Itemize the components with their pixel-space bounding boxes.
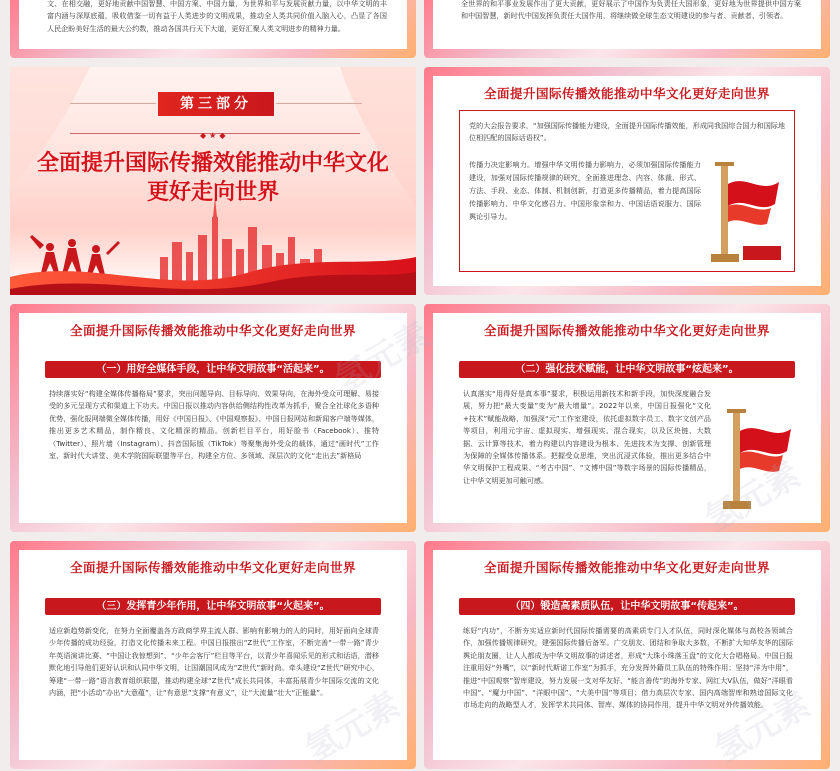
tag-left-rule — [70, 103, 156, 104]
slide-4-title: 全面提升国际传播效能推动中华文化更好走向世界 — [483, 86, 770, 101]
tag-right-rule — [276, 103, 362, 104]
slide-4-para-1: 党的大会报告要求，“加强国际传播能力建设，全面提升国际传播效能，形成同我国综合国力和国际地位相匹配的国际话语权”。 — [469, 121, 785, 143]
slide-5-body: 持续落实好“构建全媒体传播格局”要求，突出问题导向、目标导向、效果导向，在海外受众可理解、易接受的多元呈现方式和渠道上下功夫。中国日报以推动内容供给侧结构性改革为抓手，聚合全社球化多语种优势，强化报网端微全媒体传播，用好《中国日报》、《中国观察报》、中国日报网站和新闻客户端等媒体，推出更多艺术精品，制作精良、文化精深的精品。创新栏目平台，用好脸书（Facebook）、推特（Twitter）、照片墙（Instagram）、抖音国际版（TikTok）等聚集海外受众的载体，通过“画时代”工作室、新时代大讲堂、美术学院国际联盟等平台，构建全方位、多领域、深层次的文化“走出去”新格局 — [49, 389, 379, 461]
star-ornament-icon: ◆★◆ — [200, 131, 229, 140]
slide-7-subtitle: （三）发挥青少年作用，让中华文明故事“火起来”。 — [45, 598, 381, 615]
slide-6-subtitle: （二）强化技术赋能，让中华文明故事“炫起来”。 — [459, 361, 795, 378]
slide-5-subtitle: （一）用好全媒体手段，让中华文明故事“活起来”。 — [45, 361, 381, 378]
slide-2-body: 全世界的和平事业发展作出了更大贡献，更好展示了中国作为负责任大国形象，更好地为世界提供中国方案和中国智慧，新时代中国发挥负责任大国作用，将继续做全球生态文明建设的参与者、贡献者、引领者。 — [461, 0, 801, 21]
slide-4[interactable] — [424, 67, 830, 295]
slide-6-title: 全面提升国际传播效能推动中华文化更好走向世界 — [483, 323, 770, 338]
slide-7-title: 全面提升国际传播效能推动中华文化更好走向世界 — [69, 560, 356, 575]
slide-7-body: 适应新趋势新变化，在努力全面覆盖各方政商学界主流人群、影响有影响力的人的同时，用好面向全球青少年传播的成功经验，打造文化传播未来工程。中国日报推出“Z世代”工作室，不断完善“一带一路”青少年英语演讲比赛、“中国让我惊想到”、“少年会客厅”栏目等平台，以青少年喜闻乐见的形式和话语，潜移默化地引导他们更好认识和认同中华文明，让国潮国风成为“Z世代”新时尚。牵头建设“Z世代”研究中心，筹建“一带一路”语言教育组织联盟，推动构建全球“Z世代”成长共同体，丰富拓展青少年国际交流的文化内涵，把“小活动”办出“大意蕴”，让“有意思”支撑“有意义”，让“大流量”壮大“正能量”。 — [49, 626, 379, 698]
slide-8[interactable] — [424, 541, 830, 769]
slide-6[interactable] — [424, 304, 830, 532]
section-tag: 第三部分 — [158, 92, 274, 116]
cover-title: 全面提升国际传播效能推动中华文化更好走向世界 — [36, 150, 389, 205]
slide-5[interactable] — [10, 304, 416, 532]
slide-8-body: 练好“内功”，不断夯实适应新时代国际传播需要的高素质专门人才队伍，同时深化媒体与高校各领域合作，加强传播规律研究，建强国际传播后备军。广交朋友、团结和争取大多数，不断扩大知华友华的国际舆论朋友圈，让人人都成为中华文明故事的讲述者，形成“大珠小珠落玉盘”的文化大合唱格局。中国日报注重用好“外嘴”，以“新时代斯诺工作室”为抓手，充分发挥外籍员工队伍的特殊作用；坚持“洋为中用”，推进“中国观察”智库建设，努力发展一支对华友好、“能言善传”的海外专家、网红大V队伍，做好“洋眼看中国”、“魔力中国”、“洋眼中国”、“大美中国”等项目；借力高层次专家、国内高端智库和熟谙国际文化市场走向的战略型人才，发挥学术共同体、智库、媒体的协同作用，提升中华文明对外传播效能。 — [463, 626, 793, 710]
slide-3-cover[interactable] — [10, 67, 416, 295]
huabiao-pillar-icon — [713, 401, 793, 511]
slide-8-title: 全面提升国际传播效能推动中华文化更好走向世界 — [483, 560, 770, 575]
slide-5-title: 全面提升国际传播效能推动中华文化更好走向世界 — [69, 323, 356, 338]
slide-4-para-2: 传播力决定影响力。增强中华文明传播力影响力，必须加强国际传播能力建设，加强对国际传播规律的研究，全面推进理念、内容、体裁、形式、方法、手段、业态、体制、机制创新，打造更多传播精品，着力提高国际传播影响力、中华文化感召力、中国形象亲和力、中国话语说服力、国际舆论引导力。 — [469, 160, 701, 221]
slide-7[interactable] — [10, 541, 416, 769]
slide-1[interactable] — [10, 0, 416, 58]
slide-2[interactable] — [424, 0, 830, 58]
slide-8-subtitle: （四）锻造高素质队伍，让中华文明故事“传起来”。 — [459, 598, 795, 615]
slide-1-body: 文、在相交融，更好地贡献中国智慧、中国方案、中国力量，为世界和平与发展贡献力量，以中华文明的丰富内涵与深厚底蕴，吸收借鉴一切有益于人类进步的文明成果，推动全人类共同价值入脑入心，凸显了各国人民企盼美好生活的最大公约数，推动各国共行天下大道，更好汇聚人类文明进步的精神力量。 — [47, 0, 387, 33]
slide-6-body: 认真落实“用得好是真本事”要求，积极运用新技术和新手段，加快深度融合发展，努力把“最大变量”变为“最大增量”。2022年以来，中国日报强化“文化+技术”赋能战略，加强深“元”工作室建设，依托虚拟数字员工、数字文创产品等项目，利用元宇宙、虚拟现实、增强现实、混合现实，以及区块链、大数据、云计算等技术，着力构建以内容建设为根本、先进技术为支撑、创新管理为保障的全媒体传播体系。把握受众思维，突出沉浸式体验，推出更多结合中华文明保护工程成果、“考古中国”、“文博中国”等数字场景的国际传播精品，让中华文明更加可触可感。 — [463, 389, 711, 485]
huabiao-pillar-icon — [701, 154, 781, 264]
